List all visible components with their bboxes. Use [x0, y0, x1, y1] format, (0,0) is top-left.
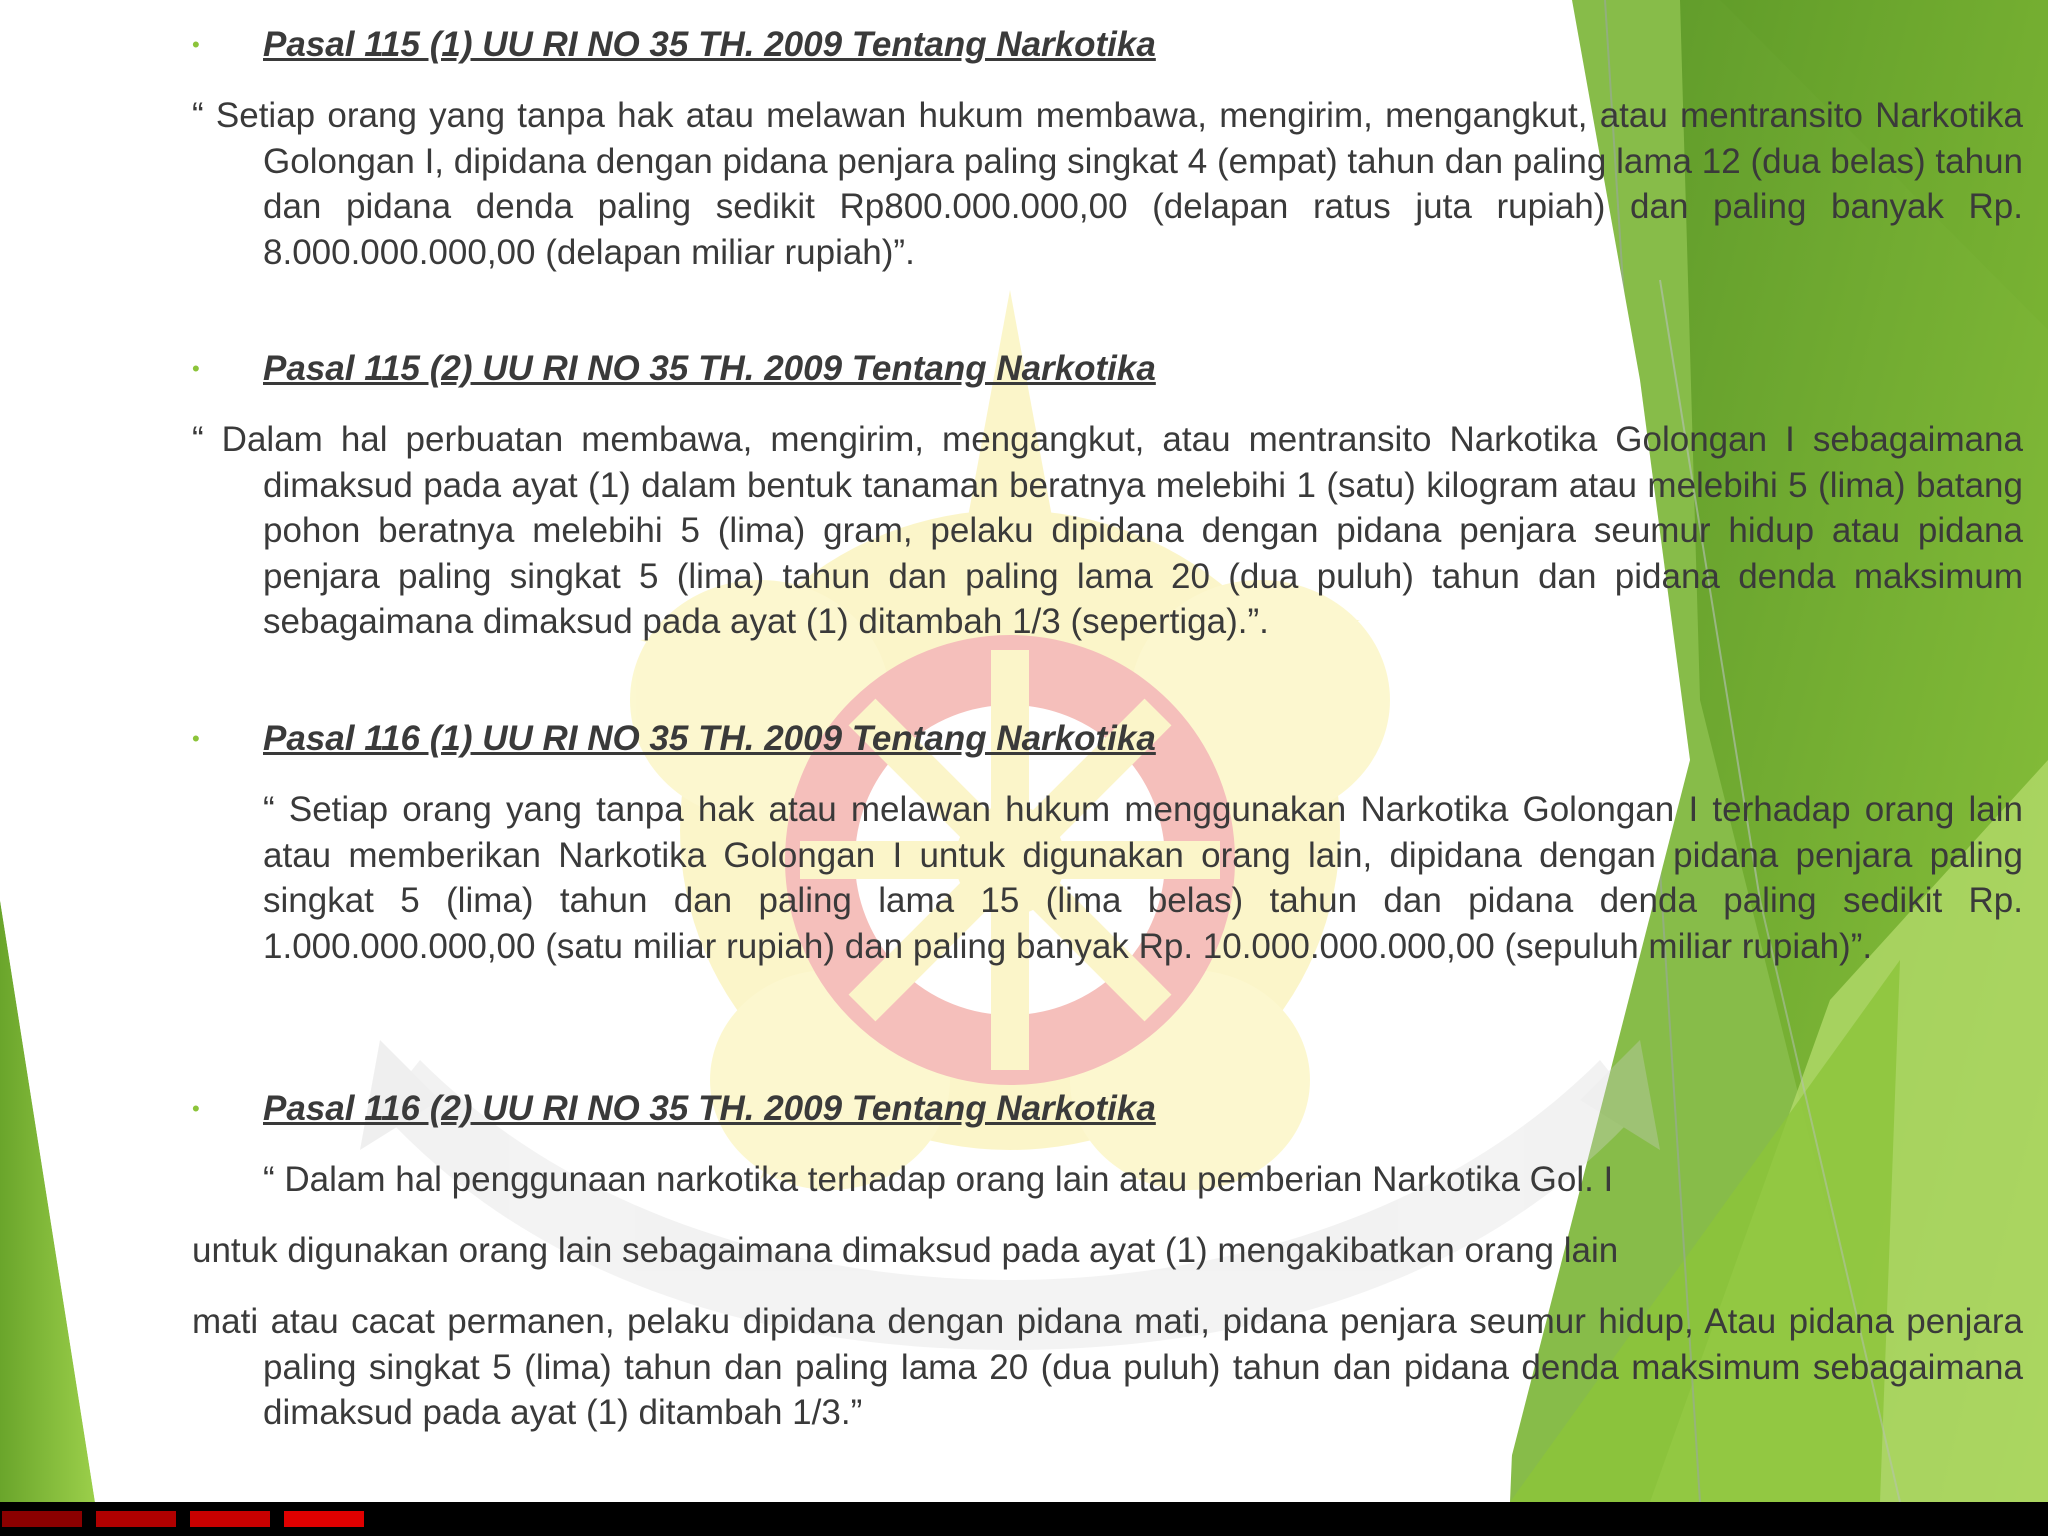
footer-segment-3	[190, 1511, 270, 1527]
bullet-icon: •	[192, 1096, 200, 1121]
heading-text: Pasal 116 (2) UU RI NO 35 TH. 2009 Tentang Narkotika	[263, 1089, 1156, 1128]
footer-segment-4	[284, 1511, 364, 1527]
footer-segment-2	[96, 1511, 176, 1527]
bullet-icon: •	[192, 726, 200, 751]
section-body-4-line-2: untuk digunakan orang lain sebagaimana dimaksud pada ayat (1) mengakibatkan orang lain	[192, 1231, 1619, 1270]
section-heading-2	[192, 345, 2022, 393]
footer-segment-1	[2, 1511, 82, 1527]
section-heading-1	[192, 21, 2022, 69]
heading-text: Pasal 115 (2) UU RI NO 35 TH. 2009 Tentang Narkotika	[263, 349, 1156, 388]
section-body-4-line-3: mati atau cacat permanen, pelaku dipidana dengan pidana mati, pidana penjara seumur hidup, Atau pidana penjara paling singkat 5 (lima) tahun dan paling lama 20 (dua puluh) tahun dan pidana denda maksimum sebagaimana dimaksud pada ayat (1) ditambah 1/3.”	[192, 1302, 2023, 1432]
bullet-icon: •	[192, 356, 200, 381]
section-body-3: “ Setiap orang yang tanpa hak atau melawan hukum menggunakan Narkotika Golongan I terhadap orang lain atau memberikan Narkotika Golongan I untuk digunakan orang lain, dipidana dengan pidana penjara paling singkat 5 (lima) tahun dan paling lama 15 (lima belas) tahun dan pidana denda paling sedikit Rp. 1.000.000.000,00 (satu miliar rupiah) dan paling banyak Rp. 10.000.000.000,00 (sepuluh miliar rupiah)”.	[263, 790, 2023, 966]
section-body-1: “ Setiap orang yang tanpa hak atau melawan hukum membawa, mengirim, mengangkut, atau mentransito Narkotika Golongan I, dipidana dengan pidana penjara paling singkat 4 (empat) tahun dan paling lama 12 (dua belas) tahun dan pidana denda paling sedikit Rp800.000.000,00 (delapan ratus juta rupiah) dan paling banyak Rp. 8.000.000.000,00 (delapan miliar rupiah)”.	[192, 96, 2023, 272]
heading-text: Pasal 116 (1) UU RI NO 35 TH. 2009 Tentang Narkotika	[263, 719, 1156, 758]
footer-bar	[0, 1502, 2048, 1536]
section-heading-3	[192, 715, 2022, 763]
section-body-2: “ Dalam hal perbuatan membawa, mengirim, mengangkut, atau mentransito Narkotika Golongan I sebagaimana dimaksud pada ayat (1) dalam bentuk tanaman beratnya melebihi 1 (satu) kilogram atau melebihi 5 (lima) batang pohon beratnya melebihi 5 (lima) gram, pelaku dipidana dengan pidana penjara seumur hidup atau pidana penjara paling singkat 5 (lima) tahun dan paling lama 20 (dua puluh) tahun dan pidana denda maksimum sebagaimana dimaksud pada ayat (1) ditambah 1/3 (sepertiga).”.	[192, 420, 2023, 641]
heading-text: Pasal 115 (1) UU RI NO 35 TH. 2009 Tentang Narkotika	[263, 25, 1156, 64]
bullet-icon: •	[192, 32, 200, 57]
section-body-4-line-1: “ Dalam hal penggunaan narkotika terhadap orang lain atau pemberian Narkotika Gol. I	[263, 1160, 1614, 1199]
section-heading-4	[192, 1085, 2022, 1133]
